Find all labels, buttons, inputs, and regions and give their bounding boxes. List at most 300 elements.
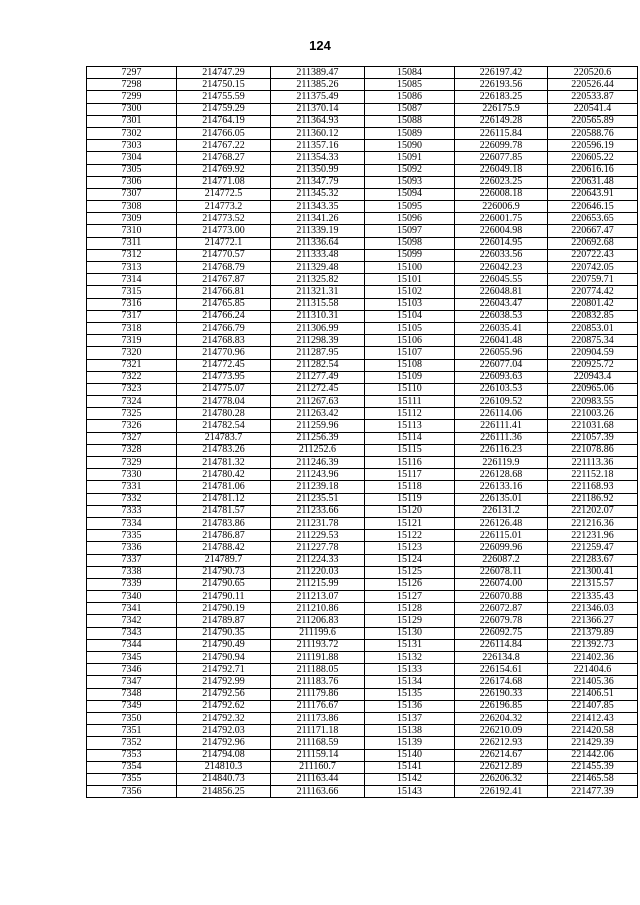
y-coordinate-right-cell: 220533.87 [548, 91, 638, 103]
x-coordinate-left-cell: 214790.19 [177, 603, 271, 615]
y-coordinate-right-cell: 221477.39 [548, 786, 638, 798]
point-number-right-cell: 15089 [365, 127, 455, 139]
point-number-right-cell: 15135 [365, 688, 455, 700]
x-coordinate-left-cell: 214771.08 [177, 176, 271, 188]
y-coordinate-left-cell: 211329.48 [271, 262, 365, 274]
table-row [87, 103, 638, 115]
x-coordinate-left-cell: 214792.99 [177, 676, 271, 688]
y-coordinate-left-cell: 211199.6 [271, 627, 365, 639]
point-number-right-cell: 15115 [365, 444, 455, 456]
y-coordinate-left-cell: 211267.63 [271, 396, 365, 408]
point-number-left-cell: 7343 [87, 627, 177, 639]
table-row [87, 225, 638, 237]
point-number-left-cell: 7341 [87, 603, 177, 615]
table-row [87, 420, 638, 432]
y-coordinate-left-cell: 211259.96 [271, 420, 365, 432]
x-coordinate-right-cell: 226041.48 [455, 335, 548, 347]
table-row [87, 67, 638, 79]
point-number-right-cell: 15141 [365, 761, 455, 773]
x-coordinate-left-cell: 214790.65 [177, 578, 271, 590]
point-number-right-cell: 15126 [365, 578, 455, 590]
table-row [87, 176, 638, 188]
point-number-left-cell: 7356 [87, 786, 177, 798]
point-number-left-cell: 7348 [87, 688, 177, 700]
y-coordinate-left-cell: 211163.66 [271, 786, 365, 798]
point-number-right-cell: 15129 [365, 615, 455, 627]
x-coordinate-left-cell: 214794.08 [177, 749, 271, 761]
point-number-left-cell: 7312 [87, 249, 177, 261]
table-row [87, 639, 638, 651]
y-coordinate-left-cell: 211298.39 [271, 335, 365, 347]
point-number-left-cell: 7306 [87, 176, 177, 188]
point-number-right-cell: 15118 [365, 481, 455, 493]
point-number-left-cell: 7355 [87, 773, 177, 785]
x-coordinate-left-cell: 214764.19 [177, 115, 271, 127]
y-coordinate-right-cell: 221300.41 [548, 566, 638, 578]
point-number-left-cell: 7324 [87, 396, 177, 408]
y-coordinate-right-cell: 221315.57 [548, 578, 638, 590]
y-coordinate-left-cell: 211191.88 [271, 652, 365, 664]
x-coordinate-left-cell: 214790.73 [177, 566, 271, 578]
x-coordinate-left-cell: 214792.62 [177, 700, 271, 712]
y-coordinate-right-cell: 221168.93 [548, 481, 638, 493]
point-number-left-cell: 7299 [87, 91, 177, 103]
x-coordinate-left-cell: 214780.42 [177, 469, 271, 481]
point-number-left-cell: 7330 [87, 469, 177, 481]
x-coordinate-left-cell: 214759.29 [177, 103, 271, 115]
y-coordinate-right-cell: 221420.58 [548, 725, 638, 737]
x-coordinate-left-cell: 214768.83 [177, 335, 271, 347]
y-coordinate-left-cell: 211246.39 [271, 457, 365, 469]
y-coordinate-right-cell: 220774.42 [548, 286, 638, 298]
x-coordinate-right-cell: 226072.87 [455, 603, 548, 615]
y-coordinate-left-cell: 211243.96 [271, 469, 365, 481]
point-number-right-cell: 15100 [365, 262, 455, 274]
point-number-left-cell: 7336 [87, 542, 177, 554]
y-coordinate-right-cell: 221429.39 [548, 737, 638, 749]
x-coordinate-right-cell: 226193.56 [455, 79, 548, 91]
x-coordinate-left-cell: 214772.5 [177, 188, 271, 200]
point-number-left-cell: 7354 [87, 761, 177, 773]
point-number-left-cell: 7311 [87, 237, 177, 249]
point-number-right-cell: 15093 [365, 176, 455, 188]
y-coordinate-left-cell: 211193.72 [271, 639, 365, 651]
y-coordinate-right-cell: 221202.07 [548, 505, 638, 517]
x-coordinate-right-cell: 226154.61 [455, 664, 548, 676]
point-number-right-cell: 15131 [365, 639, 455, 651]
x-coordinate-right-cell: 226006.9 [455, 201, 548, 213]
y-coordinate-left-cell: 211333.48 [271, 249, 365, 261]
table-row [87, 615, 638, 627]
table-row [87, 262, 638, 274]
y-coordinate-right-cell: 221335.43 [548, 591, 638, 603]
coordinates-table-body [87, 67, 638, 798]
y-coordinate-left-cell: 211188.05 [271, 664, 365, 676]
point-number-left-cell: 7300 [87, 103, 177, 115]
point-number-left-cell: 7326 [87, 420, 177, 432]
y-coordinate-left-cell: 211239.18 [271, 481, 365, 493]
x-coordinate-right-cell: 226004.98 [455, 225, 548, 237]
x-coordinate-right-cell: 226214.67 [455, 749, 548, 761]
y-coordinate-left-cell: 211159.14 [271, 749, 365, 761]
x-coordinate-left-cell: 214747.29 [177, 67, 271, 79]
point-number-left-cell: 7323 [87, 383, 177, 395]
point-number-left-cell: 7310 [87, 225, 177, 237]
y-coordinate-right-cell: 220722.43 [548, 249, 638, 261]
x-coordinate-left-cell: 214773.95 [177, 371, 271, 383]
y-coordinate-right-cell: 220925.72 [548, 359, 638, 371]
y-coordinate-left-cell: 211315.58 [271, 298, 365, 310]
table-row [87, 432, 638, 444]
y-coordinate-left-cell: 211345.32 [271, 188, 365, 200]
point-number-left-cell: 7352 [87, 737, 177, 749]
x-coordinate-right-cell: 226196.85 [455, 700, 548, 712]
y-coordinate-right-cell: 220565.89 [548, 115, 638, 127]
y-coordinate-right-cell: 221057.39 [548, 432, 638, 444]
point-number-right-cell: 15138 [365, 725, 455, 737]
y-coordinate-right-cell: 220667.47 [548, 225, 638, 237]
point-number-left-cell: 7345 [87, 652, 177, 664]
x-coordinate-left-cell: 214768.27 [177, 152, 271, 164]
point-number-right-cell: 15112 [365, 408, 455, 420]
y-coordinate-left-cell: 211370.14 [271, 103, 365, 115]
point-number-right-cell: 15127 [365, 591, 455, 603]
point-number-right-cell: 15106 [365, 335, 455, 347]
point-number-right-cell: 15121 [365, 517, 455, 529]
table-row [87, 773, 638, 785]
y-coordinate-left-cell: 211215.99 [271, 578, 365, 590]
y-coordinate-left-cell: 211233.66 [271, 505, 365, 517]
x-coordinate-right-cell: 226043.47 [455, 298, 548, 310]
point-number-left-cell: 7346 [87, 664, 177, 676]
point-number-right-cell: 15120 [365, 505, 455, 517]
x-coordinate-right-cell: 226210.09 [455, 725, 548, 737]
point-number-right-cell: 15103 [365, 298, 455, 310]
point-number-left-cell: 7319 [87, 335, 177, 347]
point-number-right-cell: 15101 [365, 274, 455, 286]
y-coordinate-right-cell: 220853.01 [548, 322, 638, 334]
table-row [87, 493, 638, 505]
point-number-left-cell: 7317 [87, 310, 177, 322]
x-coordinate-right-cell: 226212.93 [455, 737, 548, 749]
y-coordinate-left-cell: 211220.03 [271, 566, 365, 578]
point-number-right-cell: 15119 [365, 493, 455, 505]
x-coordinate-right-cell: 226008.18 [455, 188, 548, 200]
x-coordinate-left-cell: 214790.94 [177, 652, 271, 664]
point-number-left-cell: 7305 [87, 164, 177, 176]
y-coordinate-right-cell: 221078.86 [548, 444, 638, 456]
point-number-right-cell: 15134 [365, 676, 455, 688]
point-number-right-cell: 15140 [365, 749, 455, 761]
table-row [87, 481, 638, 493]
y-coordinate-left-cell: 211343.35 [271, 201, 365, 213]
x-coordinate-left-cell: 214769.92 [177, 164, 271, 176]
y-coordinate-right-cell: 221366.27 [548, 615, 638, 627]
point-number-right-cell: 15124 [365, 554, 455, 566]
x-coordinate-left-cell: 214766.79 [177, 322, 271, 334]
y-coordinate-left-cell: 211389.47 [271, 67, 365, 79]
y-coordinate-left-cell: 211171.18 [271, 725, 365, 737]
y-coordinate-right-cell: 221379.89 [548, 627, 638, 639]
table-row [87, 688, 638, 700]
y-coordinate-right-cell: 220692.68 [548, 237, 638, 249]
y-coordinate-right-cell: 220965.06 [548, 383, 638, 395]
x-coordinate-right-cell: 226114.06 [455, 408, 548, 420]
y-coordinate-left-cell: 211235.51 [271, 493, 365, 505]
x-coordinate-right-cell: 226079.78 [455, 615, 548, 627]
x-coordinate-left-cell: 214792.96 [177, 737, 271, 749]
table-row [87, 761, 638, 773]
x-coordinate-left-cell: 214856.25 [177, 786, 271, 798]
x-coordinate-right-cell: 226114.84 [455, 639, 548, 651]
point-number-right-cell: 15108 [365, 359, 455, 371]
x-coordinate-right-cell: 226077.04 [455, 359, 548, 371]
y-coordinate-left-cell: 211183.76 [271, 676, 365, 688]
y-coordinate-right-cell: 221186.92 [548, 493, 638, 505]
y-coordinate-left-cell: 211173.86 [271, 712, 365, 724]
x-coordinate-left-cell: 214810.3 [177, 761, 271, 773]
y-coordinate-right-cell: 221455.39 [548, 761, 638, 773]
table-row [87, 286, 638, 298]
y-coordinate-left-cell: 211176.67 [271, 700, 365, 712]
x-coordinate-right-cell: 226175.9 [455, 103, 548, 115]
x-coordinate-left-cell: 214790.11 [177, 591, 271, 603]
point-number-right-cell: 15132 [365, 652, 455, 664]
x-coordinate-left-cell: 214789.87 [177, 615, 271, 627]
point-number-left-cell: 7321 [87, 359, 177, 371]
x-coordinate-left-cell: 214768.79 [177, 262, 271, 274]
point-number-left-cell: 7329 [87, 457, 177, 469]
table-row [87, 152, 638, 164]
x-coordinate-right-cell: 226134.8 [455, 652, 548, 664]
y-coordinate-left-cell: 211210.86 [271, 603, 365, 615]
x-coordinate-left-cell: 214766.05 [177, 127, 271, 139]
x-coordinate-left-cell: 214790.49 [177, 639, 271, 651]
x-coordinate-right-cell: 226115.84 [455, 127, 548, 139]
y-coordinate-left-cell: 211287.95 [271, 347, 365, 359]
x-coordinate-left-cell: 214772.45 [177, 359, 271, 371]
y-coordinate-right-cell: 221113.36 [548, 457, 638, 469]
x-coordinate-left-cell: 214788.42 [177, 542, 271, 554]
x-coordinate-right-cell: 226206.32 [455, 773, 548, 785]
table-row [87, 578, 638, 590]
x-coordinate-right-cell: 226212.89 [455, 761, 548, 773]
x-coordinate-right-cell: 226087.2 [455, 554, 548, 566]
x-coordinate-right-cell: 226111.36 [455, 432, 548, 444]
y-coordinate-right-cell: 221405.36 [548, 676, 638, 688]
y-coordinate-right-cell: 220520.6 [548, 67, 638, 79]
point-number-left-cell: 7316 [87, 298, 177, 310]
x-coordinate-right-cell: 226077.85 [455, 152, 548, 164]
x-coordinate-right-cell: 226119.9 [455, 457, 548, 469]
y-coordinate-right-cell: 220943.4 [548, 371, 638, 383]
point-number-right-cell: 15125 [365, 566, 455, 578]
x-coordinate-left-cell: 214781.57 [177, 505, 271, 517]
y-coordinate-left-cell: 211357.16 [271, 140, 365, 152]
x-coordinate-right-cell: 226001.75 [455, 213, 548, 225]
x-coordinate-right-cell: 226128.68 [455, 469, 548, 481]
point-number-right-cell: 15099 [365, 249, 455, 261]
point-number-left-cell: 7318 [87, 322, 177, 334]
point-number-left-cell: 7302 [87, 127, 177, 139]
x-coordinate-left-cell: 214750.15 [177, 79, 271, 91]
point-number-right-cell: 15107 [365, 347, 455, 359]
x-coordinate-left-cell: 214767.87 [177, 274, 271, 286]
y-coordinate-right-cell: 220801.42 [548, 298, 638, 310]
y-coordinate-left-cell: 211168.59 [271, 737, 365, 749]
point-number-left-cell: 7313 [87, 262, 177, 274]
point-number-right-cell: 15090 [365, 140, 455, 152]
x-coordinate-left-cell: 214766.81 [177, 286, 271, 298]
y-coordinate-right-cell: 220631.48 [548, 176, 638, 188]
table-row [87, 530, 638, 542]
point-number-left-cell: 7328 [87, 444, 177, 456]
x-coordinate-right-cell: 226048.81 [455, 286, 548, 298]
y-coordinate-right-cell: 220875.34 [548, 335, 638, 347]
x-coordinate-left-cell: 214789.7 [177, 554, 271, 566]
x-coordinate-right-cell: 226126.48 [455, 517, 548, 529]
y-coordinate-left-cell: 211347.79 [271, 176, 365, 188]
point-number-right-cell: 15092 [365, 164, 455, 176]
point-number-right-cell: 15102 [365, 286, 455, 298]
x-coordinate-right-cell: 226197.42 [455, 67, 548, 79]
point-number-right-cell: 15116 [365, 457, 455, 469]
y-coordinate-left-cell: 211229.53 [271, 530, 365, 542]
y-coordinate-right-cell: 221216.36 [548, 517, 638, 529]
y-coordinate-left-cell: 211310.31 [271, 310, 365, 322]
x-coordinate-left-cell: 214781.12 [177, 493, 271, 505]
table-row [87, 408, 638, 420]
point-number-right-cell: 15122 [365, 530, 455, 542]
y-coordinate-left-cell: 211160.7 [271, 761, 365, 773]
point-number-left-cell: 7342 [87, 615, 177, 627]
x-coordinate-left-cell: 214775.07 [177, 383, 271, 395]
x-coordinate-left-cell: 214786.87 [177, 530, 271, 542]
x-coordinate-left-cell: 214781.06 [177, 481, 271, 493]
point-number-right-cell: 15117 [365, 469, 455, 481]
table-row [87, 652, 638, 664]
table-row [87, 554, 638, 566]
point-number-right-cell: 15085 [365, 79, 455, 91]
x-coordinate-right-cell: 226033.56 [455, 249, 548, 261]
x-coordinate-left-cell: 214773.52 [177, 213, 271, 225]
x-coordinate-left-cell: 214766.24 [177, 310, 271, 322]
table-row [87, 517, 638, 529]
x-coordinate-right-cell: 226204.32 [455, 712, 548, 724]
x-coordinate-right-cell: 226111.41 [455, 420, 548, 432]
x-coordinate-right-cell: 226070.88 [455, 591, 548, 603]
point-number-right-cell: 15098 [365, 237, 455, 249]
y-coordinate-left-cell: 211213.07 [271, 591, 365, 603]
x-coordinate-right-cell: 226042.23 [455, 262, 548, 274]
table-row [87, 91, 638, 103]
y-coordinate-left-cell: 211364.93 [271, 115, 365, 127]
table-row [87, 627, 638, 639]
point-number-left-cell: 7331 [87, 481, 177, 493]
x-coordinate-left-cell: 214778.04 [177, 396, 271, 408]
y-coordinate-left-cell: 211163.44 [271, 773, 365, 785]
y-coordinate-right-cell: 221402.36 [548, 652, 638, 664]
x-coordinate-right-cell: 226099.78 [455, 140, 548, 152]
y-coordinate-right-cell: 221407.85 [548, 700, 638, 712]
x-coordinate-right-cell: 226055.96 [455, 347, 548, 359]
table-row [87, 505, 638, 517]
x-coordinate-right-cell: 226183.25 [455, 91, 548, 103]
table-row [87, 188, 638, 200]
x-coordinate-left-cell: 214770.57 [177, 249, 271, 261]
point-number-right-cell: 15109 [365, 371, 455, 383]
point-number-right-cell: 15143 [365, 786, 455, 798]
coordinates-table [86, 66, 638, 798]
point-number-right-cell: 15128 [365, 603, 455, 615]
point-number-right-cell: 15086 [365, 91, 455, 103]
x-coordinate-left-cell: 214772.1 [177, 237, 271, 249]
y-coordinate-right-cell: 220526.44 [548, 79, 638, 91]
point-number-left-cell: 7314 [87, 274, 177, 286]
y-coordinate-left-cell: 211206.83 [271, 615, 365, 627]
point-number-right-cell: 15097 [365, 225, 455, 237]
point-number-left-cell: 7297 [87, 67, 177, 79]
x-coordinate-left-cell: 214780.28 [177, 408, 271, 420]
y-coordinate-right-cell: 221003.26 [548, 408, 638, 420]
y-coordinate-right-cell: 220832.85 [548, 310, 638, 322]
table-row [87, 469, 638, 481]
point-number-right-cell: 15084 [365, 67, 455, 79]
table-row [87, 603, 638, 615]
y-coordinate-left-cell: 211227.78 [271, 542, 365, 554]
table-row [87, 444, 638, 456]
y-coordinate-left-cell: 211336.64 [271, 237, 365, 249]
y-coordinate-right-cell: 220643.91 [548, 188, 638, 200]
x-coordinate-right-cell: 226093.63 [455, 371, 548, 383]
y-coordinate-right-cell: 221283.67 [548, 554, 638, 566]
point-number-right-cell: 15133 [365, 664, 455, 676]
point-number-left-cell: 7298 [87, 79, 177, 91]
table-row [87, 591, 638, 603]
y-coordinate-right-cell: 220541.4 [548, 103, 638, 115]
table-row [87, 79, 638, 91]
point-number-left-cell: 7327 [87, 432, 177, 444]
x-coordinate-left-cell: 214782.54 [177, 420, 271, 432]
x-coordinate-left-cell: 214781.32 [177, 457, 271, 469]
y-coordinate-right-cell: 221231.96 [548, 530, 638, 542]
table-row [87, 749, 638, 761]
point-number-right-cell: 15113 [365, 420, 455, 432]
y-coordinate-right-cell: 221392.73 [548, 639, 638, 651]
point-number-left-cell: 7307 [87, 188, 177, 200]
table-row [87, 335, 638, 347]
point-number-right-cell: 15091 [365, 152, 455, 164]
y-coordinate-left-cell: 211354.33 [271, 152, 365, 164]
table-row [87, 566, 638, 578]
x-coordinate-right-cell: 226074.00 [455, 578, 548, 590]
point-number-right-cell: 15105 [365, 322, 455, 334]
x-coordinate-right-cell: 226149.28 [455, 115, 548, 127]
y-coordinate-left-cell: 211350.99 [271, 164, 365, 176]
point-number-left-cell: 7340 [87, 591, 177, 603]
point-number-right-cell: 15114 [365, 432, 455, 444]
y-coordinate-right-cell: 221346.03 [548, 603, 638, 615]
x-coordinate-right-cell: 226035.41 [455, 322, 548, 334]
table-row [87, 201, 638, 213]
point-number-right-cell: 15137 [365, 712, 455, 724]
y-coordinate-right-cell: 221465.58 [548, 773, 638, 785]
point-number-left-cell: 7309 [87, 213, 177, 225]
x-coordinate-left-cell: 214790.35 [177, 627, 271, 639]
point-number-right-cell: 15104 [365, 310, 455, 322]
y-coordinate-right-cell: 221412.43 [548, 712, 638, 724]
table-row [87, 676, 638, 688]
